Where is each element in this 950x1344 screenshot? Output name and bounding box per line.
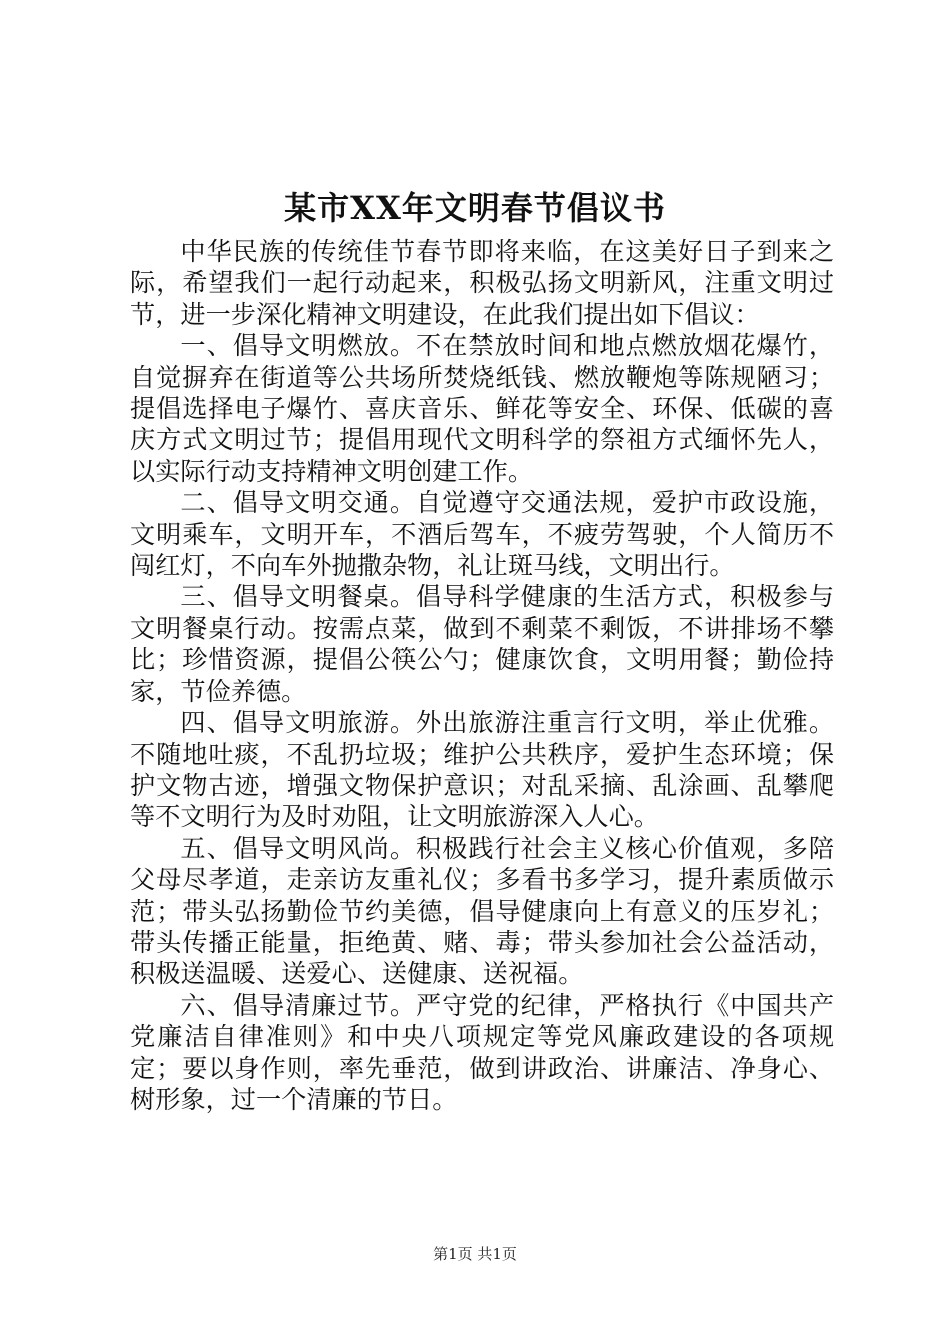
paragraph-item-3: 三、倡导文明餐桌。倡导科学健康的生活方式，积极参与文明餐桌行动。按需点菜，做到不剩菜不剩饭，不讲排场不攀比；珍惜资源，提倡公筷公勺；健康饮食，文明用餐；勤俭持家，节俭养德。 [130,582,834,706]
document-body [130,236,834,1115]
document-title: 某市XX年文明春节倡议书 [284,189,666,227]
paragraph-item-5: 五、倡导文明风尚。积极践行社会主义核心价值观，多陪父母尽孝道，走亲访友重礼仪；多看书多学习，提升素质做示范；带头弘扬勤俭节约美德，倡导健康向上有意义的压岁礼；带头传播正能量，拒绝黄、赌、毒；带头参加社会公益活动，积极送温暖、送爱心、送健康、送祝福。 [130,833,834,989]
page-footer: 第1页 共1页 [433,1245,517,1263]
paragraph-item-6: 六、倡导清廉过节。严守党的纪律，严格执行《中国共产党廉洁自律准则》和中央八项规定等党风廉政建设的各项规定；要以身作则，率先垂范，做到讲政治、讲廉洁、净身心、树形象，过一个清廉的节日。 [130,990,834,1114]
paragraph-intro: 中华民族的传统佳节春节即将来临，在这美好日子到来之际，希望我们一起行动起来，积极弘扬文明新风，注重文明过节，进一步深化精神文明建设，在此我们提出如下倡议： [130,237,834,329]
paragraph-item-1: 一、倡导文明燃放。不在禁放时间和地点燃放烟花爆竹，自觉摒弃在街道等公共场所焚烧纸钱、燃放鞭炮等陈规陋习；提倡选择电子爆竹、喜庆音乐、鲜花等安全、环保、低碳的喜庆方式文明过节；提倡用现代文明科学的祭祖方式缅怀先人，以实际行动支持精神文明创建工作。 [130,331,834,486]
paragraph-item-2: 二、倡导文明交通。自觉遵守交通法规，爱护市政设施，文明乘车，文明开车，不酒后驾车，不疲劳驾驶，个人简历不闯红灯，不向车外抛撒杂物，礼让斑马线，文明出行。 [130,488,834,581]
paragraph-item-4: 四、倡导文明旅游。外出旅游注重言行文明，举止优雅。不随地吐痰，不乱扔垃圾；维护公共秩序，爱护生态环境；保护文物古迹，增强文物保护意识；对乱采摘、乱涂画、乱攀爬等不文明行为及时劝阻，让文明旅游深入人心。 [130,708,834,832]
